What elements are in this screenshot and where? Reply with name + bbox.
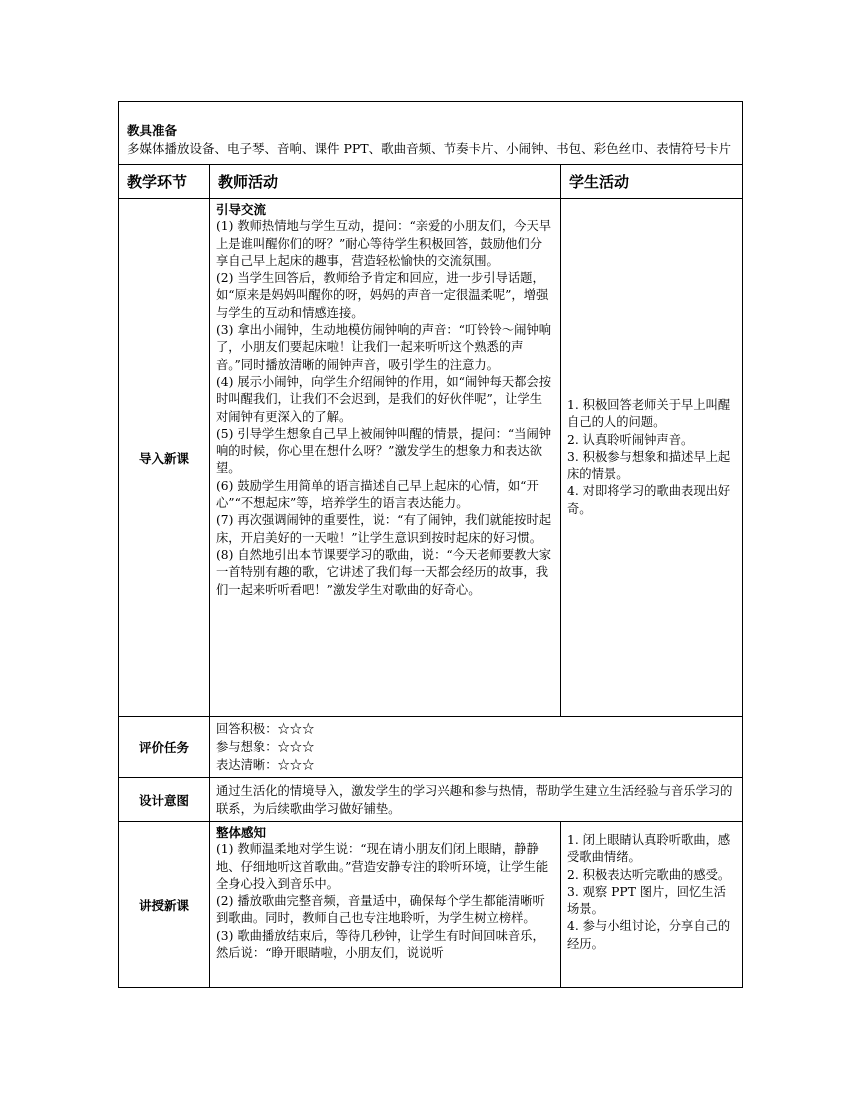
section-subtitle: 整体感知	[216, 825, 267, 840]
section-row-teach	[119, 822, 743, 988]
section-label: 讲授新课	[119, 822, 210, 988]
teacher-item: (3) 拿出小闹钟，生动地模仿闹钟响的声音：“叮铃铃～闹钟响了，小朋友们要起床啦！让我们一起来听听这个熟悉的声音。”同时播放清晰的闹钟声音，吸引学生的注意力。	[216, 323, 552, 372]
design-text: 通过生活化的情境导入，激发学生的学习兴趣和参与热情，帮助学生建立生活经验与音乐学习的联系，为后续歌曲学习做好铺垫。	[216, 783, 733, 816]
section-subtitle: 引导交流	[216, 202, 267, 217]
teacher-item: (1) 教师温柔地对学生说：“现在请小朋友们闭上眼睛，静静地、仔细地听这首歌曲。”营造安静专注的聆听环境，让学生能全身心投入到音乐中。	[216, 842, 549, 891]
header-row	[119, 165, 743, 199]
section-label: 导入新课	[119, 199, 210, 717]
teacher-item: (1) 教师热情地与学生互动，提问：“亲爱的小朋友们，今天早上是谁叫醒你们的呀？”耐心等待学生积极回答，鼓励他们分享自己早上起床的趣事，营造轻松愉快的交流氛围。	[216, 219, 552, 268]
teacher-item: (4) 展示小闹钟，向学生介绍闹钟的作用，如“闹钟每天都会按时叫醒我们，让我们不会迟到，是我们的好伙伴呢”，让学生对闹钟有更深入的了解。	[216, 374, 552, 424]
evaluation-cell	[210, 717, 743, 778]
evaluation-row	[119, 717, 743, 778]
header-teacher: 教师活动	[210, 165, 561, 199]
student-item: 1. 积极回答老师关于早上叫醒自己的人的问题。	[567, 397, 731, 430]
evaluation-item: 回答积极：☆☆☆	[216, 722, 315, 736]
teacher-item: (2) 播放歌曲完整音频，音量适中，确保每个学生都能清晰听到歌曲。同时，教师自己也专注地聆听，为学生树立榜样。	[216, 894, 545, 926]
teacher-item: (7) 再次强调闹钟的重要性，说：“有了闹钟，我们就能按时起床，开启美好的一天啦！”让学生意识到按时起床的好习惯。	[216, 513, 552, 545]
student-item: 2. 积极表达听完歌曲的感受。	[567, 867, 731, 882]
teacher-activity-cell	[210, 199, 561, 717]
teacher-item: (3) 歌曲播放结束后，等待几秒钟，让学生有时间回味音乐，然后说：“睁开眼睛啦，小朋友们，说说听	[216, 928, 545, 961]
student-item: 2. 认真聆听闹钟声音。	[567, 432, 694, 447]
header-student: 学生活动	[561, 165, 743, 199]
evaluation-item: 表达清晰：☆☆☆	[216, 758, 315, 772]
teacher-activity-cell	[210, 822, 561, 988]
student-activity-cell	[561, 199, 743, 717]
design-label: 设计意图	[119, 778, 210, 822]
student-activity-cell	[561, 822, 743, 988]
teacher-item: (6) 鼓励学生用简单的语言描述自己早上起床的心情，如“开心”“不想起床”等，培养学生的语言表达能力。	[216, 478, 539, 511]
prep-row	[119, 102, 743, 165]
student-item: 3. 观察 PPT 图片，回忆生活场景。	[567, 884, 726, 917]
prep-title: 教具准备	[127, 123, 178, 138]
student-item: 4. 参与小组讨论，分享自己的经历。	[567, 919, 731, 951]
evaluation-label: 评价任务	[119, 717, 210, 778]
prep-cell	[119, 102, 743, 165]
section-row-intro	[119, 199, 743, 717]
student-item: 3. 积极参与想象和描述早上起床的情景。	[567, 449, 731, 482]
student-item: 4. 对即将学习的歌曲表现出好奇。	[567, 484, 731, 516]
teacher-item: (5) 引导学生想象自己早上被闹钟叫醒的情景，提问：“当闹钟响的时候，你心里在想什么呀？”激发学生的想象力和表达欲望。	[216, 426, 552, 476]
evaluation-item: 参与想象：☆☆☆	[216, 740, 315, 754]
teacher-item: (8) 自然地引出本节课要学习的歌曲，说：“今天老师要教大家一首特别有趣的歌，它讲述了我们每一天都会经历的故事，我们一起来听听看吧！”激发学生对歌曲的好奇心。	[216, 547, 552, 597]
prep-text: 多媒体播放设备、电子琴、音响、课件 PPT、歌曲音频、节奏卡片、小闹钟、书包、彩色丝巾、表情符号卡片	[127, 141, 732, 156]
lesson-plan-page	[118, 101, 742, 988]
lesson-plan-table	[118, 101, 743, 988]
design-cell	[210, 778, 743, 822]
teacher-item: (2) 当学生回答后，教师给予肯定和回应，进一步引导话题，如“原来是妈妈叫醒你的呀，妈妈的声音一定很温柔呢”，增强与学生的互动和情感连接。	[216, 271, 549, 320]
student-item: 1. 闭上眼睛认真聆听歌曲，感受歌曲情绪。	[567, 833, 731, 865]
design-row	[119, 778, 743, 822]
header-stage: 教学环节	[119, 165, 210, 199]
